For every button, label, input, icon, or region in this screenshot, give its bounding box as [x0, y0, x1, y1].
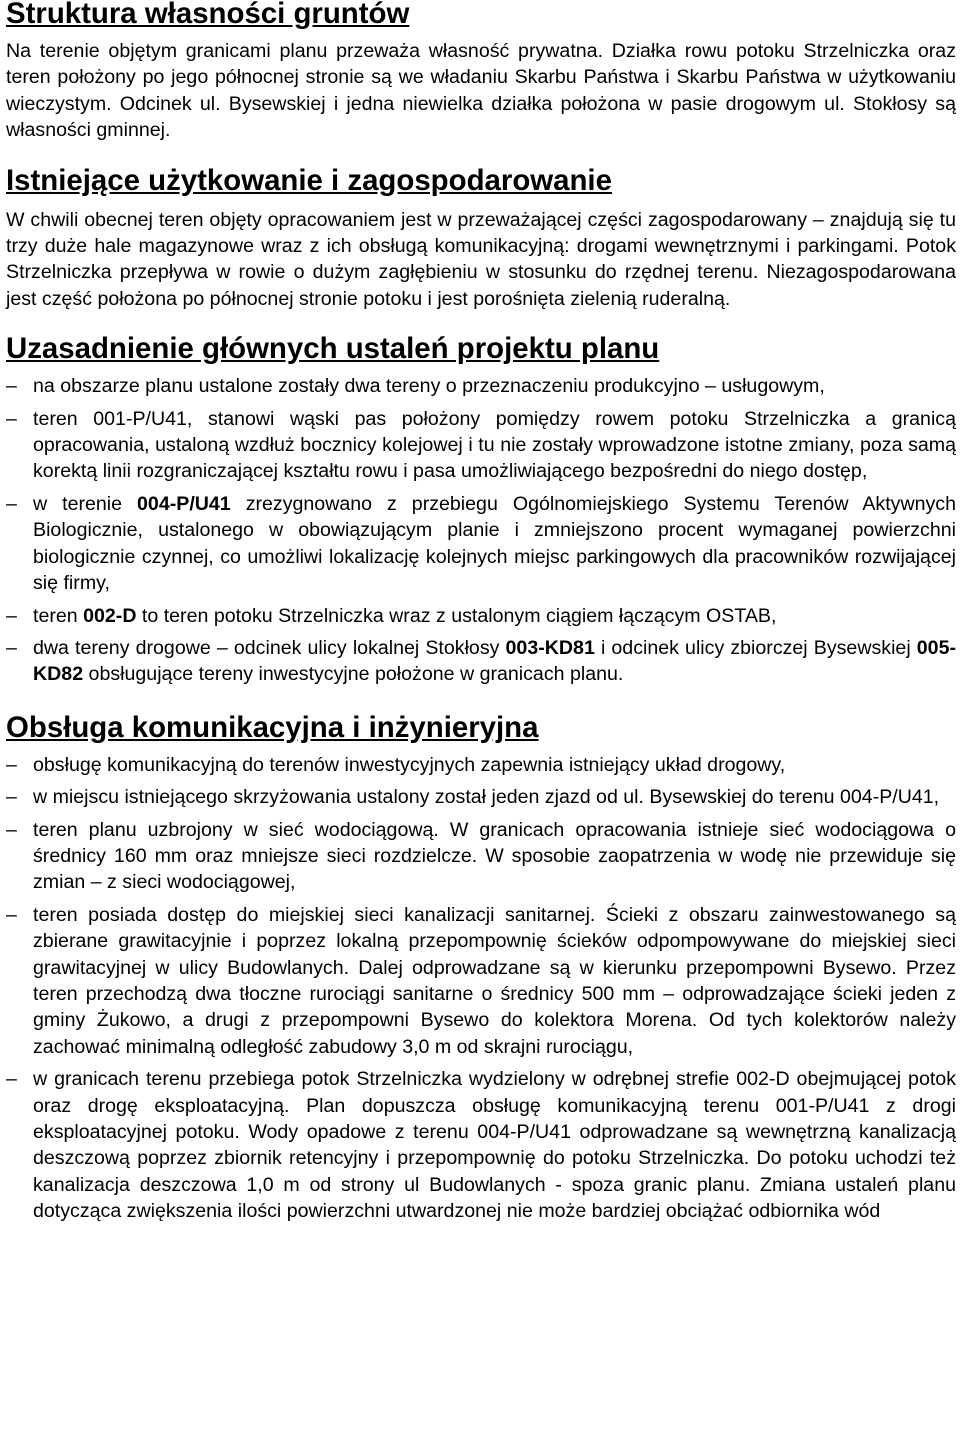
item-text: teren 001-P/U41, stanowi wąski pas położony pomiędzy rowem potoku Strzelniczka a granicą opracowania, ustaloną wzdłuż bocznicy kolejowej i tu nie zostały wprowadzone istotne zmiany, poza samą korektą linii rozgraniczającej kształtu rowu i pasa umożliwiającego bezpośredni do niego dostęp,: [33, 407, 956, 483]
section-title: Obsługa komunikacyjna i inżynieryjna: [6, 710, 539, 744]
section-land-use: [6, 163, 956, 313]
list-item: [6, 752, 956, 778]
item-text: obsługujące tereny inwestycyjne położone w granicach planu.: [83, 663, 624, 686]
list-item: [6, 491, 956, 597]
bullet-dash: –: [6, 903, 17, 926]
item-code: 002-D: [83, 604, 137, 627]
item-text: teren: [33, 604, 84, 627]
list-item: [6, 635, 956, 688]
bullet-dash: –: [6, 407, 17, 430]
list-item: [6, 373, 956, 399]
item-text: zrezygnowano z przebiegu Ogólnomiejskiego Systemu Terenów Aktywnych Biologicznie, ustalonego w obowiązującym planie i zmniejszono procent wymaganej powierzchni biologicznie czynnej, co umożliwi lokalizację kolejnych miejsc parkingowych dla pracowników rozwijającej się firmy,: [33, 492, 957, 595]
section-paragraph: Na terenie objętym granicami planu przeważa własność prywatna. Działka rowu potoku Strzelniczka oraz teren położony po jego północnej stronie są we władaniu Skarbu Państwa i Skarbu Państwa w użytkowaniu wieczystym. Odcinek ul. Bysewskiej i jedna niewielka działka położona w pasie drogowym ul. Stokłosy są własności gminnej.: [6, 40, 956, 142]
section-infrastructure: [6, 710, 956, 1225]
item-text: i odcinek ulicy zbiorczej Bysewskiej: [594, 636, 917, 659]
list-item: [6, 603, 956, 629]
item-code: 003-KD81: [505, 636, 595, 659]
list-item: [6, 406, 956, 485]
item-text: w terenie: [33, 492, 138, 515]
bullet-list: [6, 373, 956, 687]
item-text: na obszarze planu ustalone zostały dwa tereny o przeznaczeniu produkcyjno – usługowym,: [33, 375, 825, 398]
bullet-dash: –: [6, 492, 17, 515]
item-text: teren posiada dostęp do miejskiej sieci kanalizacji sanitarnej. Ścieki z obszaru zainwestowanego są zbierane grawitacyjnie i poprzez lokalną przepompownię ścieków odpompowywane do miejskiej sieci grawitacyjnej w ulicy Budowlanych. Dalej odprowadzane są w kierunku przepompowni Bysewo. Przez teren przechodzą dwa tłoczne rurociągi sanitarne o średnicy 500 mm – odprowadzające ścieki jeden z gminy Żukowo, a drugi z przepompowni Bysewo do kolektora Morena. Od tych kolektorów należy zachować minimalną odległość zabudowy 3,0 m od skrajni rurociągu,: [33, 903, 956, 1058]
item-text: teren planu uzbrojony w sieć wodociągową. W granicach opracowania istnieje sieć wodociągowa o średnicy 160 mm oraz mniejsze sieci rozdzielcze. W sposobie zaopatrzenia w wodę nie przewiduje się zmian – z sieci wodociągowej,: [33, 818, 956, 894]
item-text: w granicach terenu przebiega potok Strzelniczka wydzielony w odrębnej strefie 002-D obejmującej potok oraz drogę eksploatacyjną. Plan dopuszcza obsługę komunikacyjną terenu 001-P/U41 z drogi eksploatacyjnej potoku. Wody opadowe z terenu 004-P/U41 odprowadzane są wewnętrzną kanalizacją deszczową poprzez zbiornik retencyjny i przepompownię do potoku Strzelniczka. Do potoku uchodzi też kanalizacja deszczowa 1,0 m od strony ul Budowlanych - spoza granic planu. Zmiana ustaleń planu dotycząca zwiększenia ilości powierzchni utwardzonej nie może bardziej obciążać odbiornika wód: [33, 1068, 956, 1223]
section-title: Struktura własności gruntów: [6, 0, 410, 30]
item-code: 005-KD82: [33, 636, 956, 686]
bullet-dash: –: [6, 786, 17, 809]
item-text: w miejscu istniejącego skrzyżowania ustalony został jeden zjazd od ul. Bysewskiej do terenu 004-P/U41,: [33, 786, 940, 809]
item-code: 004-P/U41: [137, 492, 231, 515]
section-paragraph: W chwili obecnej teren objęty opracowaniem jest w przeważającej części zagospodarowany – znajdują się tu trzy duże hale magazynowe wraz z ich obsługą komunikacyjną: drogami wewnętrznymi i parkingami. Potok Strzelniczka przepływa w rowie o dużym zagłębieniu w stosunku do rzędnej terenu. Niezagospodarowana jest część położona po północnej stronie potoku i jest porośnięta zielenią ruderalną.: [6, 208, 956, 310]
item-text: obsługę komunikacyjną do terenów inwestycyjnych zapewnia istniejący układ drogowy,: [33, 753, 786, 776]
item-text: to teren potoku Strzelniczka wraz z ustalonym ciągiem łączącym OSTAB,: [136, 604, 777, 627]
section-justification: [6, 332, 957, 687]
bullet-dash: –: [6, 636, 17, 659]
item-text: dwa tereny drogowe – odcinek ulicy lokalnej Stokłosy: [33, 636, 506, 659]
bullet-dash: –: [6, 753, 17, 776]
bullet-list: [6, 752, 956, 1225]
list-item: [6, 902, 956, 1060]
section-title: Istniejące użytkowanie i zagospodarowanie: [6, 163, 612, 197]
list-item: [6, 817, 956, 896]
bullet-dash: –: [6, 1068, 17, 1091]
list-item: [6, 784, 956, 810]
section-ownership: [6, 1, 956, 144]
document-content: [6, 1, 956, 1225]
bullet-dash: –: [6, 375, 17, 398]
list-item: [6, 1066, 956, 1224]
section-title: Uzasadnienie głównych ustaleń projektu planu: [6, 332, 660, 366]
bullet-dash: –: [6, 604, 17, 627]
bullet-dash: –: [6, 818, 17, 841]
